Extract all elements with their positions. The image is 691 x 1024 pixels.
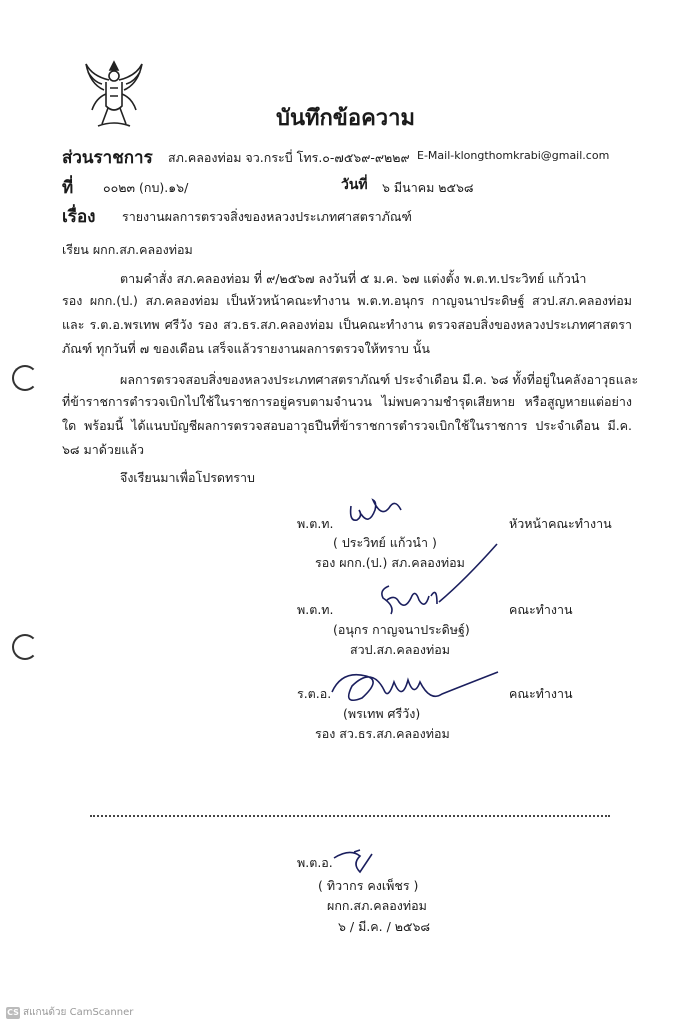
date-label: วันที่ [341, 177, 368, 193]
binder-hole-top [12, 365, 38, 391]
approver-name: ( ทิวากร คงเพ็ชร ) [318, 878, 419, 893]
camscanner-logo-icon: CS [7, 1007, 19, 1017]
signer-3-rank: ร.ต.อ. [297, 686, 332, 701]
salutation: เรียน ผกก.สภ.คลองท่อม [62, 242, 193, 257]
email-address: E-Mail-klongthomkrabi@gmail.com [417, 149, 610, 162]
dotted-separator [90, 815, 610, 817]
closing-line: จึงเรียนมาเพื่อโปรดทราบ [120, 470, 255, 485]
paragraph-2-first-line: ผลการตรวจสอบสิ่งของหลวงประเภทศาสตราภัณฑ์ ประจำเดือน มี.ค. ๖๘ ทั้งที่อยู่ในคลังอาวุธและ [120, 372, 639, 387]
signer-2-role: คณะทำงาน [509, 602, 573, 617]
signer-2-rank: พ.ต.ท. [297, 602, 334, 617]
signer-3-name: (พรเทพ ศรีวัง) [343, 706, 421, 721]
department-value: สภ.คลองท่อม จว.กระบี่ โทร.๐-๗๕๖๙-๙๒๒๙ [168, 150, 410, 165]
binder-hole-bottom [12, 634, 38, 660]
signer-2-name: (อนุกร กาญจนาประดิษฐ์) [333, 622, 470, 637]
approver-signature-mark [330, 846, 390, 876]
signer-1-position: รอง ผกก.(ป.) สภ.คลองท่อม [315, 555, 465, 570]
signer-3-role: คณะทำงาน [509, 686, 573, 701]
signer-1-rank: พ.ต.ท. [297, 516, 334, 531]
subject-value: รายงานผลการตรวจสิ่งของหลวงประเภทศาสตราภัณฑ์ [122, 209, 412, 224]
approver-position: ผกก.สภ.คลองท่อม [327, 898, 427, 913]
subject-label: เรื่อง [62, 207, 96, 227]
paragraph-2-body: ที่ข้าราชการตำรวจเบิกไปใช้ในราชการอยู่ครบตามจำนวน ไม่พบความชำรุดเสียหาย หรือสูญหายแต่อย่างใด พร้อมนี้ ได้แนบบัญชีผลการตรวจสอบอาวุธปืนที่ข้าราชการตำรวจเบิกใช้ในราชการ ประจำเดือน มี.ค. ๖๘ มาด้วยแล้ว [62, 394, 632, 457]
scanner-text: สแกนด้วย CamScanner [23, 1007, 134, 1018]
approver-rank: พ.ต.อ. [297, 855, 333, 870]
paragraph-1-first-line: ตามคำสั่ง สภ.คลองท่อม ที่ ๙/๒๕๖๗ ลงวันที่ ๕ ม.ค. ๖๗ แต่งตั้ง พ.ต.ท.ประวิทย์ แก้วนำ [120, 271, 587, 286]
page-title: บันทึกข้อความ [275, 106, 415, 131]
signer-1-name: ( ประวิทย์ แก้วนำ ) [333, 535, 437, 550]
reference-label: ที่ [62, 178, 74, 198]
department-label: ส่วนราชการ [62, 148, 153, 168]
scanner-watermark [6, 1005, 133, 1020]
date-value: ๖ มีนาคม ๒๕๖๘ [382, 180, 474, 195]
signer-2-position: สวป.สภ.คลองท่อม [350, 642, 451, 657]
paragraph-1-body: รอง ผกก.(ป.) สภ.คลองท่อม เป็นหัวหน้าคณะทำงาน พ.ต.ท.อนุกร กาญจนาประดิษฐ์ สวป.สภ.คลองท่อม และ ร.ต.อ.พรเทพ ศรีวัง รอง สว.ธร.สภ.คลองท่อม เป็นคณะทำงาน ตรวจสอบสิ่งของหลวงประเภทศาสตราภัณฑ์ ทุกวันที่ ๗ ของเดือน เสร็จแล้วรายงานผลการตรวจให้ทราบ นั้น [62, 293, 632, 356]
signer-3-position: รอง สว.ธร.สภ.คลองท่อม [315, 726, 450, 741]
signature-1-mark [345, 492, 415, 528]
signature-2-mark [365, 540, 505, 620]
approval-date: ๖ / มี.ค. / ๒๕๖๘ [338, 919, 431, 934]
reference-value: ๐๐๒๓ (กบ).๑๖/ [103, 180, 189, 195]
signer-1-role: หัวหน้าคณะทำงาน [509, 516, 612, 531]
